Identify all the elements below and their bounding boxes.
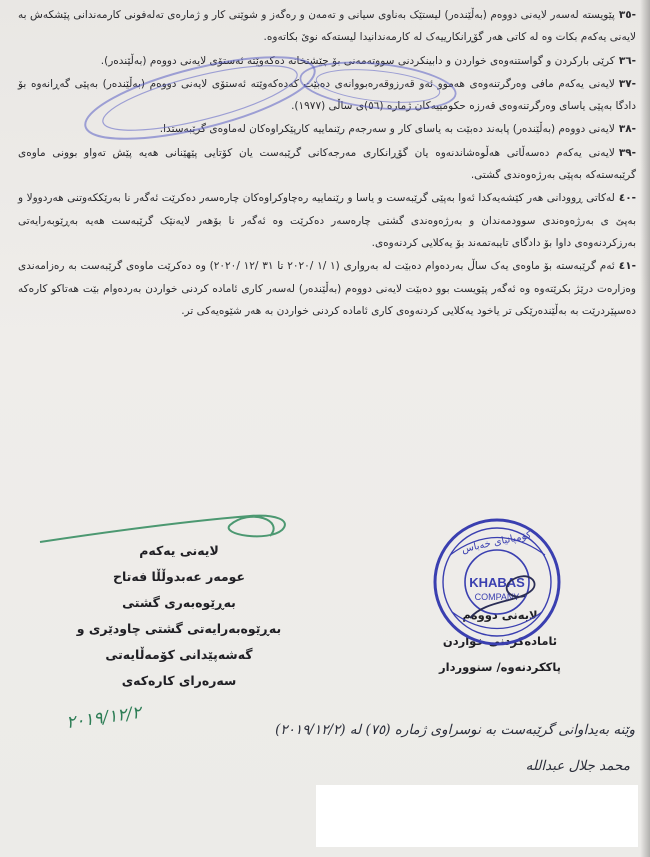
first-party-signature-block (54, 538, 304, 694)
clause-number: -٣٧ (618, 77, 636, 90)
clause-35 (18, 4, 636, 49)
clause-text: لەکاتی ڕوودانی هەر کێشەیەکدا ئەوا بەپێی گرێبەست و یاسا و رێنماییە رەچاوکراوەکان چارەسەر دەکرێت ئەگەر نا بەرێککەوتنی هەردوولا و بەپێ ی بەرژەوەندی سوودمەندان و بەرژەوەندی گشتی چارەسەر دەکرێت وە ئەگەر نا بۆهەر لایەنێک گرێبەست هەیە بەڕێوبەرایەتی بەرزکردنەوەی داوا بۆ دادگای تایبەتمەند بۆ یەکلایی کردنەوەی. (18, 192, 636, 249)
stamp-arabic-ring: کۆمپانیای خەباس (460, 529, 533, 556)
handwritten-name: محمد جلال عبدالله (525, 758, 630, 774)
second-party-service: ئامادەکردنی خواردن (442, 634, 558, 648)
redaction-box (316, 785, 638, 847)
clause-41 (18, 255, 636, 322)
clause-38 (18, 118, 636, 140)
clause-number: -٤٠ (618, 192, 636, 205)
clause-39 (18, 142, 636, 187)
clause-text: لایەنی یەکەم مافی وەرگرتنەوەی هەموو ئەو قەرزوقەرەبووانەی دەبێت کەدەکەوێتە ئەستۆی لایەنی دووەم (بەڵێندەر) بەپێی گەڕانەوە بۆ دادگا بەپێی یاسای وەرگرتنەوەی قەرزە حکومییەکان ژمارە (٥٦)ی ساڵی (١٩٧٧). (18, 77, 636, 113)
handwritten-date: ٢٠١٩/١٢/٢ (64, 702, 143, 734)
clause-number: -٣٦ (618, 54, 636, 67)
clause-number: -٣٨ (618, 123, 636, 136)
stamp-latin-name: KHABAS (469, 575, 525, 590)
first-party-name: عومەر عەبدوڵڵا فەتاح (112, 569, 246, 584)
second-party-signature-block (405, 602, 595, 680)
clause-number: -٤١ (618, 260, 636, 273)
second-party-label: لایەنی دووەم (462, 608, 538, 622)
clause-40 (18, 187, 636, 254)
contract-clauses (18, 4, 636, 323)
clause-number: -٣٥ (618, 9, 636, 21)
clause-37 (18, 73, 636, 118)
first-party-label: لایەنی یەکەم (139, 543, 219, 558)
first-party-title: بەڕێوەبەری گشتی (122, 595, 236, 610)
stamp-latin-sub: COMPANY (474, 592, 520, 602)
clause-text: لایەنی دووەم (بەڵێندەر) پابەند دەبێت بە یاسای کار و سەرجەم رێنماییە کارپێکراوەکان لەماوەی گرێبەستدا. (159, 123, 615, 136)
page-shadow (640, 0, 650, 857)
first-party-directorate: بەڕێوەبەرایەتی گشتی چاودێری و (76, 621, 282, 636)
clause-text: کرێی بارکردن و گواستنەوەی خواردن و دابینکردنی سووتەمەنی بۆ چێشتخانە دەکەوێتە ئەستۆی لایەنی دووەم (بەڵێندەر). (100, 54, 615, 67)
clause-36 (18, 50, 636, 72)
first-party-directorate-cont: گەشەپێدانی کۆمەڵایەتی (105, 647, 253, 662)
clause-text: لایەنی یەکەم دەسەڵاتی هەڵوەشاندنەوە یان گۆڕانکاری مەرجەکانی گرێبەست یان کۆتایی پێهێنانی هەیە پێش تەواو بوونی ماوەی گرێبەستەکە بەپێی بەرژەوەندی گشتی. (18, 146, 636, 182)
first-party-note: سەرەرای کارەکەی (121, 673, 237, 688)
clause-text: ئەم گرێبەستە بۆ ماوەی یەک ساڵ بەردەوام دەبێت لە بەرواری (١ /١ /٢٠٢٠ تا ٣١ /١٢ /٢٠٢٠) وە دەکرێت ماوەی گرێبەست بە رەزامەندی وەزارەت درێژ بکرێتەوە وە ئەگەر پێویست بوو دەبێت لایەنی دووەم (بەڵێندەر) لەسەر کاری ئامادە کردنی خواردن بەردەوام بێت هەتاکو کارەکە دەسپێردرێت بە بەڵێندەرێکی تر یاخود یەکلایی کردنەوەی کاری ئامادە کردنی خواردن بە هەر شێوەیەکی تر. (18, 260, 636, 317)
handwritten-reference-note: وێنە بەیداوانی گرێبەست بە نوسراوی ژمارە (٧٥) لە (٢٠١٩/١٢/٢) (275, 722, 635, 738)
clause-number: -٣٩ (618, 146, 636, 159)
clause-text: پێویستە لەسەر لایەنی دووەم (بەڵێندەر) لیستێک بەناوی سیانی و تەمەن و رەگەز و شوێنی کار و ژمارەی تەلەفونی کارمەندانی پێشکەش بە لایەنی یەکەم بکات وە لە کاتی هەر گۆڕانکارییەک لە کارمەندانیدا لیستەکە نوێ بکاتەوە. (18, 9, 636, 44)
second-party-company: پاککردنەوە/ سنووردار (439, 660, 561, 674)
